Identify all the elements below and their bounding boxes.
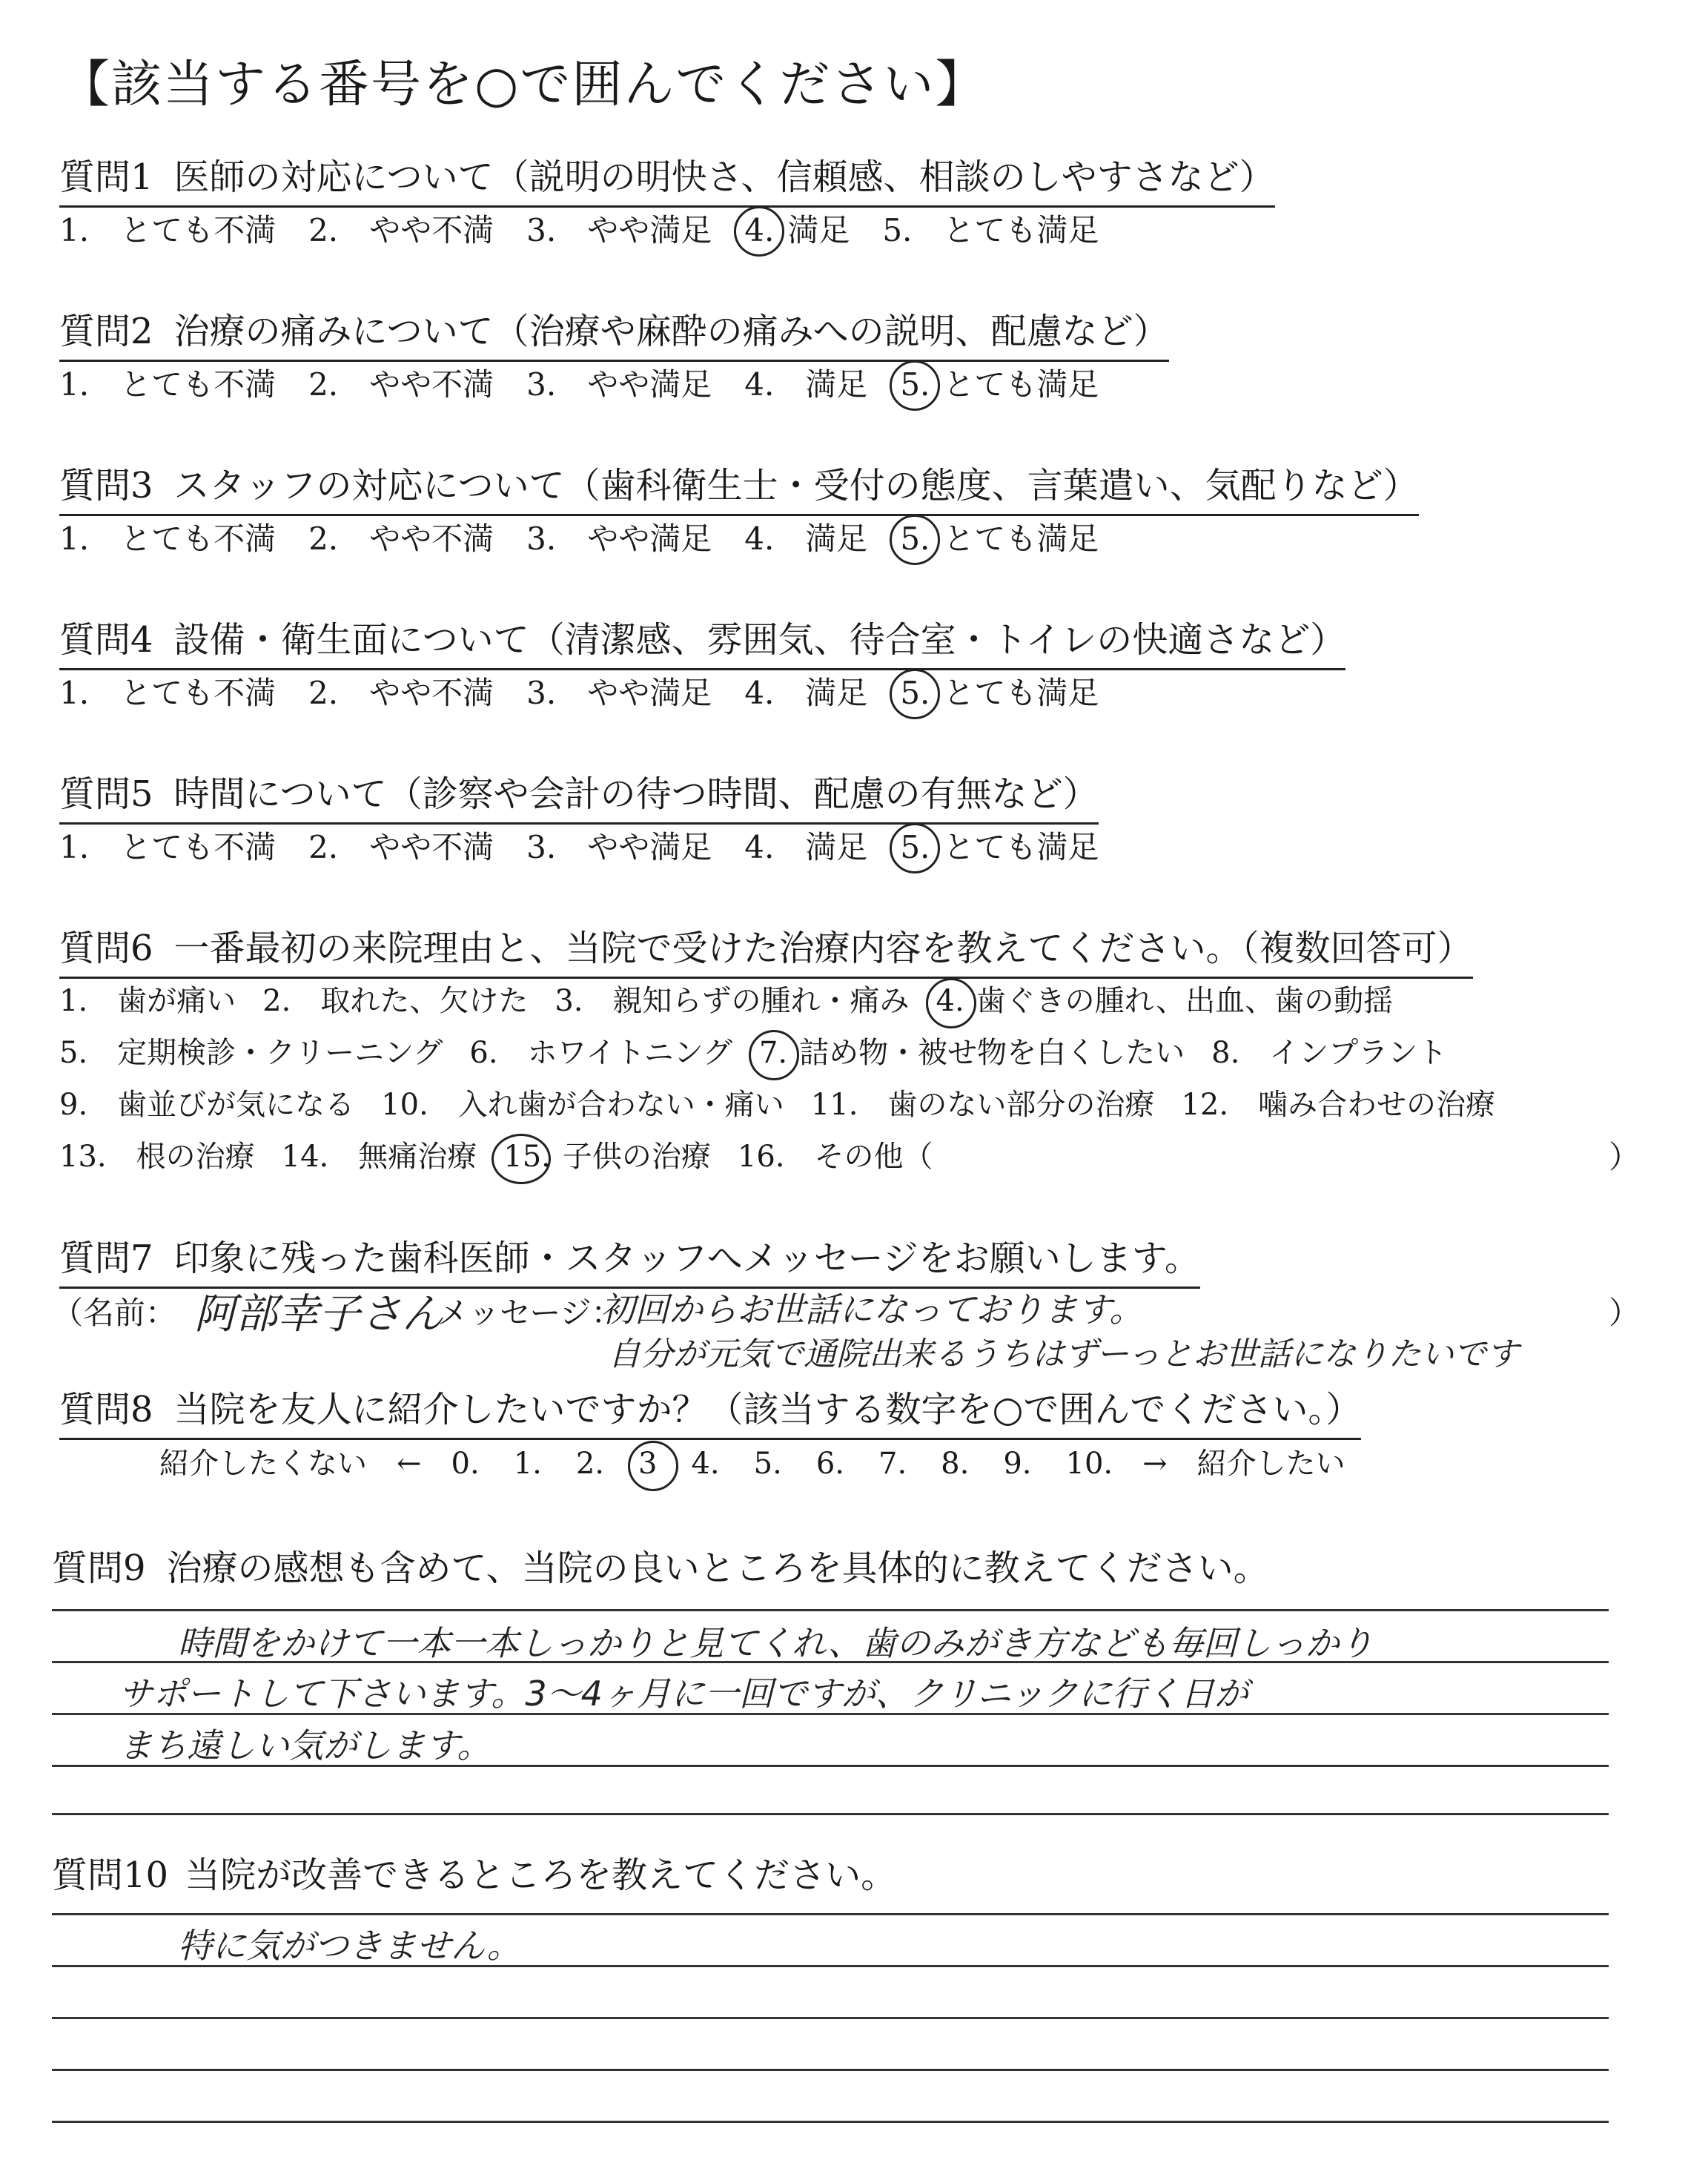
question-7-number: 質問7 — [59, 1238, 153, 1279]
q10-answer-line-1[interactable]: 特に気がつきません。 — [178, 1926, 521, 1966]
question-1-options — [59, 206, 1131, 251]
q9-answer-line-3[interactable]: まち遠しい気がします。 — [119, 1725, 491, 1766]
question-1-text: 医師の対応について（説明の明快さ、信頼感、相談のしやすさなど） — [173, 156, 1275, 198]
question-1-title — [59, 148, 1275, 208]
q8-left-label: 紹介したくない ← — [159, 1447, 422, 1481]
q5-option-1[interactable]: 1. とても不満 — [59, 829, 277, 865]
q6-option-12[interactable]: 12. 噛み合わせの治療 — [1181, 1088, 1496, 1122]
question-1-number: 質問1 — [59, 156, 153, 198]
q6-option-5[interactable]: 5. 定期検診・クリーニング — [59, 1036, 443, 1070]
q3-option-5-label: とても満足 — [943, 521, 1099, 557]
q6-option-15-circled[interactable]: 15. — [503, 1140, 551, 1174]
q6-option-14[interactable]: 14. 無痛治療 — [281, 1140, 477, 1174]
question-2-number: 質問2 — [59, 311, 153, 352]
q6-other-close-paren: ） — [1609, 1139, 1641, 1175]
question-9-text: 治療の感想も含めて、当院の良いところを具体的に教えてください。 — [166, 1548, 1269, 1589]
q5-option-5-circled[interactable]: 5. — [900, 829, 930, 865]
question-5-title — [59, 765, 1099, 825]
q3-option-4[interactable]: 4. 満足 — [744, 521, 868, 557]
q6-option-15-label: 子供の治療 — [562, 1140, 711, 1174]
question-2-title — [59, 303, 1169, 362]
q8-right-label: → 紹介したい — [1142, 1447, 1345, 1481]
question-10-title — [52, 1846, 896, 1898]
q2-option-3[interactable]: 3. やや満足 — [526, 366, 712, 403]
q4-option-4[interactable]: 4. 満足 — [744, 675, 868, 711]
question-7-text: 印象に残った歯科医師・スタッフへメッセージをお願いします。 — [173, 1238, 1200, 1279]
q1-option-4-label: 満足 — [787, 212, 850, 248]
question-6-options-row-3 — [59, 1081, 1528, 1123]
q6-option-9[interactable]: 9. 歯並びが気になる — [59, 1088, 355, 1122]
question-10-number: 質問10 — [52, 1855, 169, 1896]
q1-option-5[interactable]: 5. とても満足 — [882, 212, 1099, 248]
question-6-options-row-1 — [59, 977, 1426, 1020]
q6-option-10[interactable]: 10. 入れ歯が合わない・痛い — [381, 1088, 784, 1122]
question-6-title — [59, 919, 1473, 979]
question-2-options — [59, 360, 1131, 405]
q7-message-line-2[interactable]: 自分が元気で通院出来るうちはずーっとお世話になりたいです — [608, 1335, 1519, 1373]
q9-answer-line-1[interactable]: 時間をかけて一本一本しっかりと見てくれ、歯のみがき方なども毎回しっかり — [178, 1623, 1374, 1663]
question-5-text: 時間について（診察や会計の待つ時間、配慮の有無など） — [173, 773, 1099, 815]
q3-option-1[interactable]: 1. とても不満 — [59, 521, 277, 557]
q4-option-1[interactable]: 1. とても不満 — [59, 675, 277, 711]
q3-option-2[interactable]: 2. やや不満 — [308, 521, 494, 557]
q6-option-16[interactable]: 16. その他（ — [737, 1140, 933, 1174]
q6-option-8[interactable]: 8. インプラント — [1211, 1036, 1448, 1070]
q10-answer-rule-5 — [52, 2121, 1609, 2123]
q6-option-1[interactable]: 1. 歯が痛い — [59, 984, 236, 1018]
q2-option-5-circled[interactable]: 5. — [900, 366, 930, 403]
q7-close-paren: ） — [1609, 1295, 1641, 1331]
question-5-options — [59, 823, 1131, 868]
q5-option-4[interactable]: 4. 満足 — [744, 829, 868, 865]
q9-answer-rule-1 — [52, 1609, 1609, 1611]
question-2-text: 治療の痛みについて（治療や麻酔の痛みへの説明、配慮など） — [173, 311, 1169, 352]
q7-message-line-1[interactable]: 初回からお世話になっております。 — [600, 1289, 1144, 1330]
q7-name-label: （名前： — [52, 1295, 177, 1331]
question-4-text: 設備・衛生面について（清潔感、雰囲気、待合室・トイレの快適さなど） — [173, 619, 1346, 661]
q1-option-2[interactable]: 2. やや不満 — [308, 212, 494, 248]
question-4-options — [59, 669, 1131, 713]
question-9-title — [52, 1539, 1269, 1591]
q8-score-10[interactable]: 10. — [1065, 1447, 1113, 1481]
q6-option-4-circled[interactable]: 4. — [936, 984, 964, 1018]
q8-score-9[interactable]: 9. — [1003, 1447, 1032, 1481]
question-8-text: 当院を友人に紹介したいですか？（該当する数字を○で囲んでください。） — [173, 1389, 1362, 1430]
q1-option-3[interactable]: 3. やや満足 — [526, 212, 712, 248]
question-3-title — [59, 457, 1419, 516]
q5-option-2[interactable]: 2. やや不満 — [308, 829, 494, 865]
q3-option-3[interactable]: 3. やや満足 — [526, 521, 712, 557]
question-6-text: 一番最初の来院理由と、当院で受けた治療内容を教えてください。（複数回答可） — [173, 928, 1473, 969]
q6-option-13[interactable]: 13. 根の治療 — [59, 1140, 255, 1174]
q6-option-7-label: 詰め物・被せ物を白くしたい — [799, 1036, 1185, 1070]
q7-name-value[interactable]: 阿部幸子さん — [194, 1290, 443, 1338]
question-8-title — [59, 1381, 1361, 1440]
q8-score-6[interactable]: 6. — [815, 1447, 844, 1481]
q6-option-6[interactable]: 6. ホワイトニング — [469, 1036, 732, 1070]
q9-answer-rule-5 — [52, 1813, 1609, 1815]
q4-option-2[interactable]: 2. やや不満 — [308, 675, 494, 711]
q9-answer-line-2[interactable]: サポートして下さいます。3～4ヶ月に一回ですが、クリニックに行く日が — [119, 1674, 1249, 1714]
question-3-options — [59, 515, 1131, 559]
q2-option-2[interactable]: 2. やや不満 — [308, 366, 494, 403]
q3-option-5-circled[interactable]: 5. — [900, 521, 930, 557]
q8-score-0[interactable]: 0. — [451, 1447, 480, 1481]
q8-score-5[interactable]: 5. — [753, 1447, 782, 1481]
q10-answer-rule-4 — [52, 2069, 1609, 2071]
q1-option-1[interactable]: 1. とても不満 — [59, 212, 277, 248]
q10-answer-rule-3 — [52, 2017, 1609, 2019]
q5-option-3[interactable]: 3. やや満足 — [526, 829, 712, 865]
question-8-scale — [159, 1440, 1378, 1482]
question-6-options-row-4 — [59, 1133, 966, 1175]
q6-option-11[interactable]: 11. 歯のない部分の治療 — [810, 1088, 1155, 1122]
q8-score-8[interactable]: 8. — [941, 1447, 970, 1481]
question-6-number: 質問6 — [59, 928, 153, 969]
q8-score-3-circled[interactable]: 3 — [638, 1447, 658, 1481]
question-4-number: 質問4 — [59, 619, 153, 661]
question-10-text: 当院が改善できるところを教えてください。 — [185, 1855, 897, 1896]
question-3-text: スタッフの対応について（歯科衛生士・受付の態度、言葉遣い、気配りなど） — [173, 465, 1419, 506]
q2-option-5-label: とても満足 — [943, 366, 1099, 403]
page-header: 【該当する番号を○で囲んでください】 — [59, 56, 987, 114]
q8-score-1[interactable]: 1. — [513, 1447, 542, 1481]
q7-message-label: メッセージ： — [437, 1295, 623, 1331]
q6-option-3[interactable]: 3. 親知らずの腫れ・痛み — [555, 984, 910, 1018]
question-7-title — [59, 1229, 1200, 1289]
q10-answer-rule-1 — [52, 1913, 1609, 1915]
q6-option-7-circled[interactable]: 7. — [758, 1036, 788, 1070]
q6-option-4-label: 歯ぐきの腫れ、出血、歯の動揺 — [976, 984, 1394, 1018]
question-9-number: 質問9 — [52, 1548, 146, 1589]
q4-option-3[interactable]: 3. やや満足 — [526, 675, 712, 711]
question-6-options-row-2 — [59, 1029, 1480, 1071]
q4-option-5-circled[interactable]: 5. — [900, 675, 930, 711]
question-8-number: 質問8 — [59, 1389, 153, 1430]
q2-option-1[interactable]: 1. とても不満 — [59, 366, 277, 403]
question-3-number: 質問3 — [59, 465, 153, 506]
q5-option-5-label: とても満足 — [943, 829, 1099, 865]
q2-option-4[interactable]: 4. 満足 — [744, 366, 868, 403]
question-4-title — [59, 611, 1345, 670]
q8-score-4[interactable]: 4. — [691, 1447, 720, 1481]
q4-option-5-label: とても満足 — [943, 675, 1099, 711]
q1-option-4-circled[interactable]: 4. — [744, 212, 775, 248]
q8-score-2[interactable]: 2. — [575, 1447, 605, 1481]
q6-option-2[interactable]: 2. 取れた、欠けた — [262, 984, 529, 1018]
q8-score-7[interactable]: 7. — [878, 1447, 907, 1481]
question-5-number: 質問5 — [59, 773, 153, 815]
